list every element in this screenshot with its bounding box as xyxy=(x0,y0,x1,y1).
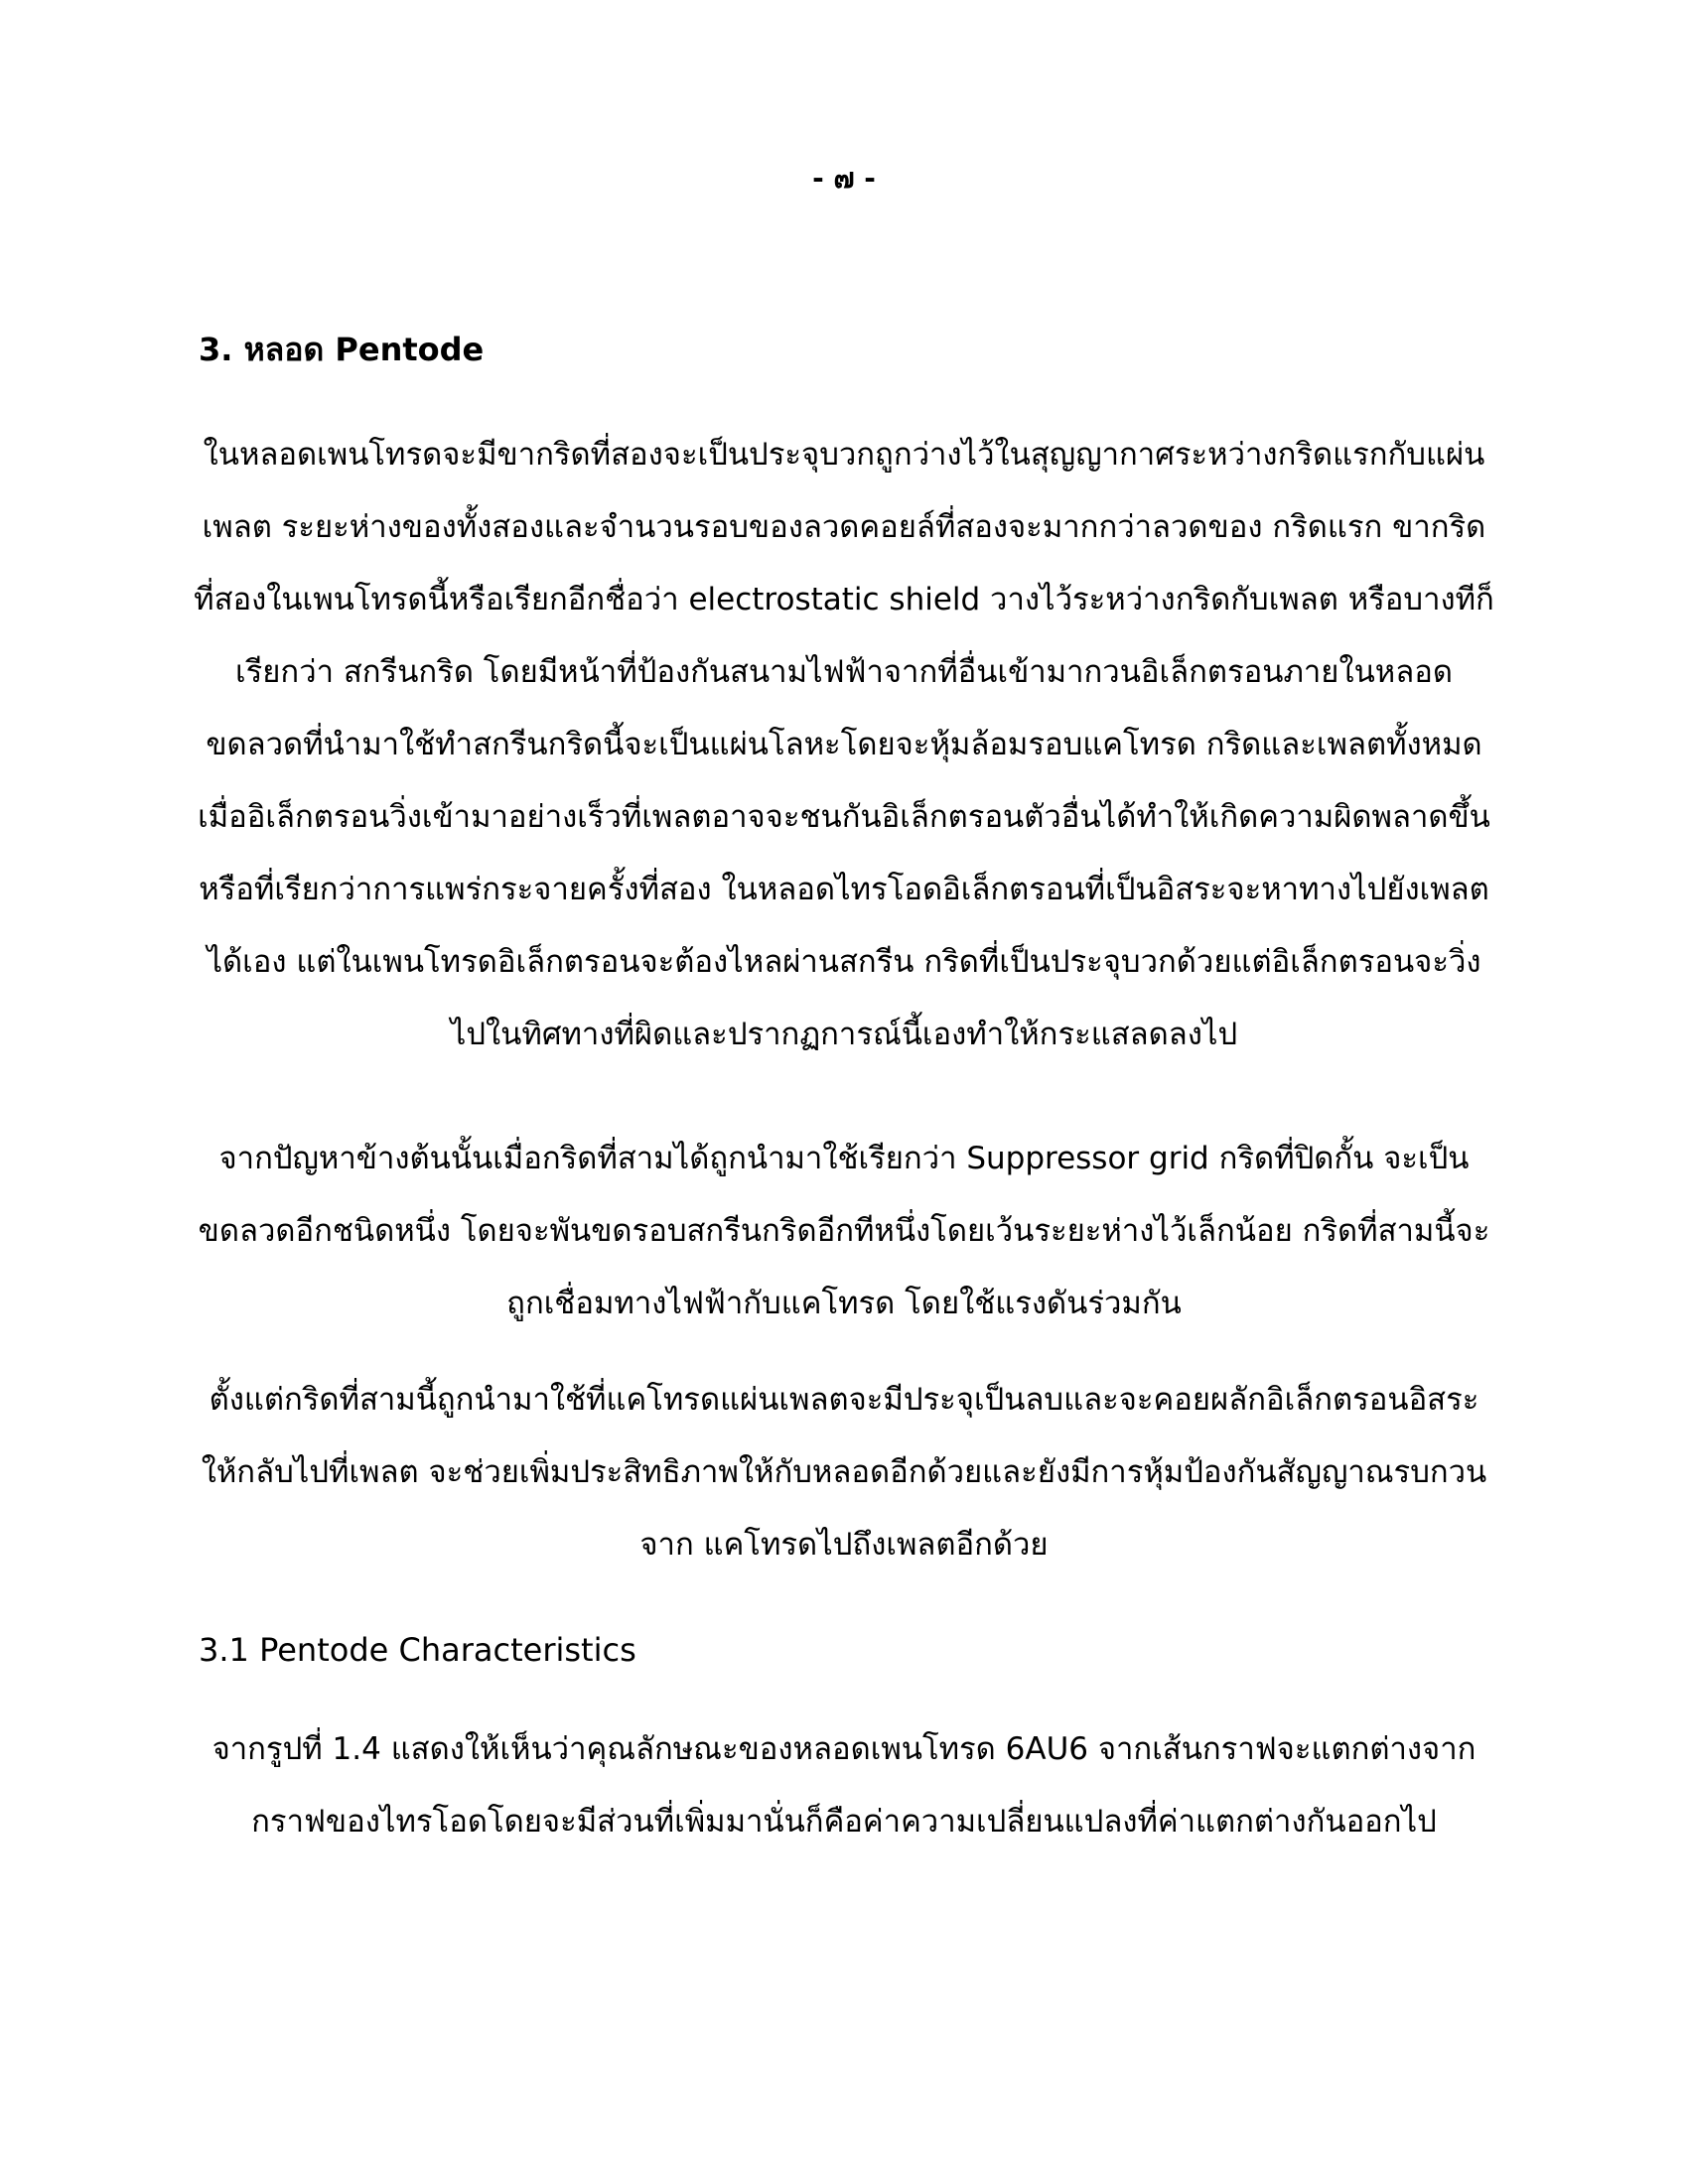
section-heading: 3. หลอด Pentode xyxy=(199,331,485,368)
text-line: ให้กลับไปที่เพลต จะช่วยเพิ่มประสิทธิภาพให้กับหลอดอีกด้วยและยังมีการหุ้มป้องกันสัญญาณรบกวน xyxy=(201,1454,1487,1490)
text-line: ไปในทิศทางที่ผิดและปรากฏการณ์นี้เองทำให้กระแสลดลงไป xyxy=(450,1017,1238,1052)
text-line: เรียกว่า สกรีนกริด โดยมีหน้าที่ป้องกันสนามไฟฟ้าจากที่อื่นเข้ามากวนอิเล็กตรอนภายในหลอด xyxy=(235,654,1453,690)
paragraph-characteristics xyxy=(189,1713,1499,1858)
paragraph-suppressor-grid xyxy=(189,1123,1499,1340)
text-line: จาก แคโทรดไปถึงเพลตอีกด้วย xyxy=(639,1527,1049,1563)
text-line: ถูกเชื่อมทางไฟฟ้ากับแคโทรด โดยใช้แรงดันร่วมกัน xyxy=(506,1286,1182,1321)
text-line: จากรูปที่ 1.4 แสดงให้เห็นว่าคุณลักษณะของหลอดเพนโทรด 6AU6 จากเส้นกราฟจะแตกต่างจาก xyxy=(211,1731,1477,1767)
page-number: - ๗ - xyxy=(812,162,876,195)
text-line: ในหลอดเพนโทรดจะมีขากริดที่สองจะเป็นประจุบวกถูกว่างไว้ในสุญญากาศระหว่างกริดแรกกับแผ่น xyxy=(203,437,1485,473)
text-line: เมื่ออิเล็กตรอนวิ่งเข้ามาอย่างเร็วที่เพลตอาจจะชนกันอิเล็กตรอนตัวอื่นได้ทำให้เกิดความผิดพลาดขึ้น xyxy=(198,799,1490,835)
text-line: ขดลวดอีกชนิดหนึ่ง โดยจะพันขดรอบสกรีนกริดอีกทีหนึ่งโดยเว้นระยะห่างไว้เล็กน้อย กริดที่สามนี้จะ xyxy=(198,1213,1490,1249)
text-line: กราฟของไทรโอดโดยจะมีส่วนที่เพิ่มมานั่นก็คือค่าความเปลี่ยนแปลงที่ค่าแตกต่างกันออกไป xyxy=(251,1804,1437,1840)
text-line: ขดลวดที่นำมาใช้ทำสกรีนกริดนี้จะเป็นแผ่นโลหะโดยจะหุ้มล้อมรอบแคโทรด กริดและเพลตทั้งหมด xyxy=(206,727,1482,762)
text-line: ที่สองในเพนโทรดนี้หรือเรียกอีกชื่อว่า electrostatic shield วางไว้ระหว่างกริดกับเพลต หรือบางทีก็ xyxy=(194,582,1494,617)
text-line: ได้เอง แต่ในเพนโทรดอิเล็กตรอนจะต้องไหลผ่านสกรีน กริดที่เป็นประจุบวกด้วยแต่อิเล็กตรอนจะวิ่ง xyxy=(207,944,1481,980)
paragraph-intro xyxy=(189,419,1499,1071)
text-line: หรือที่เรียกว่าการแพร่กระจายครั้งที่สอง ในหลอดไทรโอดอิเล็กตรอนที่เป็นอิสระจะหาทางไปยังเพลต xyxy=(199,872,1489,907)
text-line: จากปัญหาข้างต้นนั้นเมื่อกริดที่สามได้ถูกนำมาใช้เรียกว่า Suppressor grid กริดที่ปิดกั้น จะเป็น xyxy=(218,1141,1470,1176)
subsection-heading: 3.1 Pentode Characteristics xyxy=(199,1631,636,1669)
text-line: ตั้งแต่กริดที่สามนี้ถูกนำมาใช้ที่แคโทรดแผ่นเพลตจะมีประจุเป็นลบและจะคอยผลักอิเล็กตรอนอิสระ xyxy=(209,1382,1479,1418)
paragraph-third-grid-effect xyxy=(189,1364,1499,1581)
text-line: เพลต ระยะห่างของทั้งสองและจำนวนรอบของลวดคอยล์ที่สองจะมากกว่าลวดของ กริดแรก ขากริด xyxy=(202,509,1486,545)
